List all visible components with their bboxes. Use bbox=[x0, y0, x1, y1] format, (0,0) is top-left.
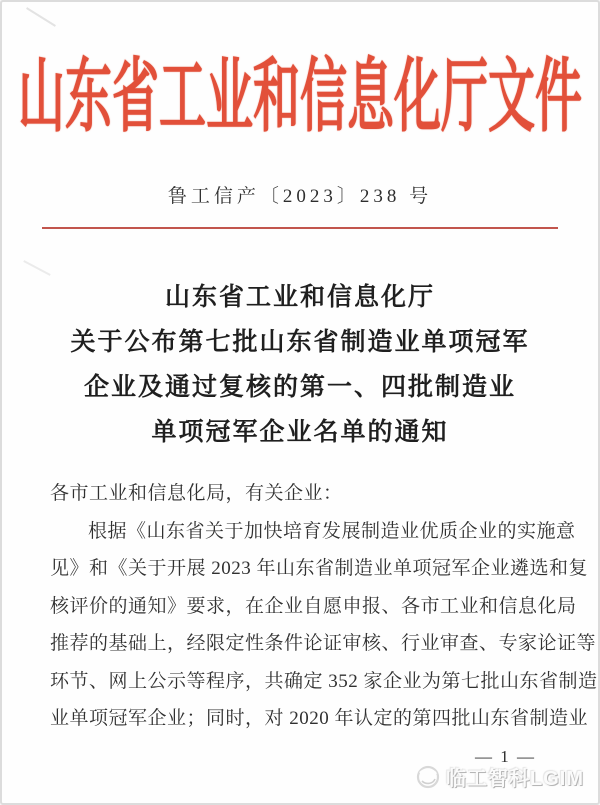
notice-title-line: 企业及通过复核的第一、四批制造业 bbox=[83, 374, 516, 401]
page-number: — 1 — bbox=[475, 746, 536, 766]
notice-body bbox=[2, 475, 598, 738]
red-divider-line bbox=[42, 227, 558, 229]
notice-title-line: 单项冠军企业名单的通知 bbox=[151, 419, 449, 446]
red-header-banner bbox=[2, 44, 598, 143]
document-number: 鲁工信产〔2023〕238 号 bbox=[167, 186, 433, 207]
notice-title bbox=[2, 275, 598, 455]
body-text-line: 见》和《关于开展 2023 年山东省制造业单项冠军企业遴选和复 bbox=[50, 558, 589, 579]
watermark-text: 临工智科LGIM bbox=[446, 768, 584, 790]
body-text-line: 推荐的基础上，经限定性条件论证审核、行业审查、专家论证等 bbox=[50, 633, 597, 654]
agency-banner-title: 山东省工业和信息化厅文件 bbox=[18, 53, 582, 143]
body-text-line: 业单项冠军企业；同时，对 2020 年认定的第四批山东省制造业 bbox=[50, 708, 589, 729]
scan-fold-mark bbox=[26, 7, 56, 27]
salutation-line: 各市工业和信息化局，有关企业： bbox=[50, 483, 343, 504]
body-text-line: 核评价的通知》要求，在企业自愿申报、各市工业和信息化局 bbox=[50, 595, 577, 617]
notice-title-line: 关于公布第七批山东省制造业单项冠军 bbox=[70, 329, 530, 356]
body-text-line: 环节、网上公示等程序，共确定 352 家企业为第七批山东省制造 bbox=[50, 670, 598, 692]
lgim-logo-icon bbox=[415, 764, 441, 790]
body-text-line: 根据《山东省关于加快培育发展制造业优质企业的实施意 bbox=[88, 520, 576, 542]
notice-title-line: 山东省工业和信息化厅 bbox=[164, 284, 435, 311]
watermark bbox=[415, 762, 584, 791]
scan-fold-mark bbox=[23, 260, 50, 276]
